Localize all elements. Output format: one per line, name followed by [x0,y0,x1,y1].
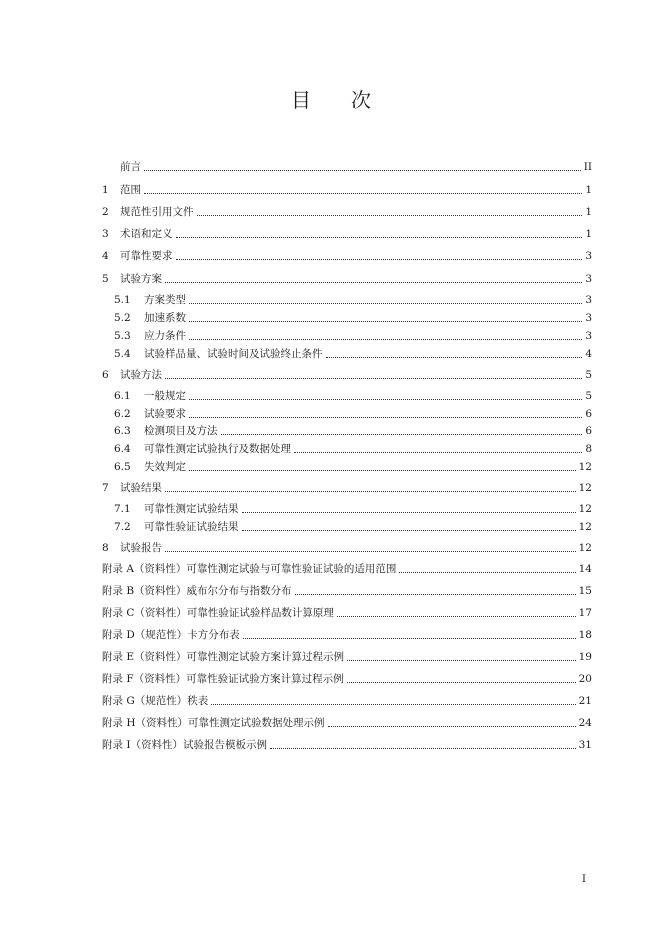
toc-entry-label: 一般规定 [144,390,186,402]
toc-dot-leader [189,303,582,304]
toc-entry-label: 试验样品量、试验时间及试验终止条件 [144,348,323,360]
toc-dot-leader [399,572,575,573]
toc-entry-page: 12 [578,482,592,494]
toc-dot-leader [189,417,582,418]
toc-entry-page: II [583,161,592,173]
toc-entry[interactable] [102,366,592,382]
toc-entry-page: 24 [578,717,592,729]
toc-entry-label: 附录 B（资料性）威布尔分布与指数分布 [102,585,292,597]
toc-dot-leader [294,452,582,453]
toc-entry[interactable] [102,270,592,286]
toc-entry-number: 6.5 [114,461,131,473]
toc-entry-number: 5.2 [114,312,131,324]
toc-entry[interactable] [114,422,592,438]
toc-entry[interactable] [102,181,592,197]
toc-entry-number: 6.1 [114,390,131,402]
title-char-1: 目 [291,88,311,112]
toc-entry-page: 1 [585,206,592,218]
toc-dot-leader [328,726,576,727]
toc-entry-label: 试验报告 [120,542,162,554]
toc-entry-label: 附录 G（规范性）秩表 [102,695,209,707]
toc-dot-leader [189,470,576,471]
toc-dot-leader [295,594,576,595]
toc-entry-label: 术语和定义 [120,228,173,240]
toc-dot-leader [165,282,582,283]
toc-dot-leader [176,237,583,238]
toc-entry-label: 范围 [120,184,141,196]
toc-entry-page: 3 [585,330,592,342]
toc-entry-number: 5 [102,273,109,285]
toc-entry-page: 8 [585,443,592,455]
toc-entry-label: 方案类型 [144,294,186,306]
toc-entry-number: 6.4 [114,443,131,455]
toc-entry[interactable] [114,440,592,456]
toc-entry-label: 前言 [120,161,141,173]
toc-entry-number: 2 [102,206,109,218]
toc-entry-number: 6.3 [114,425,131,437]
toc-entry-number: 5.4 [114,348,131,360]
toc-entry-label: 检测项目及方法 [144,425,218,437]
toc-entry-number: 6.2 [114,408,131,420]
toc-entry-label: 附录 E（资料性）可靠性测定试验方案计算过程示例 [102,651,345,663]
toc-entry-page: 3 [585,312,592,324]
toc-entry-label: 失效判定 [144,461,186,473]
toc-entry-page: 18 [578,629,592,641]
toc-entry-label: 附录 I（资料性）试验报告模板示例 [102,739,267,751]
toc-entry-page: 14 [578,563,592,575]
toc-entry-page: 4 [585,348,592,360]
toc-entry-label: 可靠性要求 [120,250,173,262]
toc-dot-leader [144,193,582,194]
toc-dot-leader [189,339,582,340]
toc-entry[interactable] [102,670,592,686]
toc-dot-leader [347,682,576,683]
toc-entry[interactable] [102,604,592,620]
toc-entry[interactable] [114,327,592,343]
toc-entry-page: 21 [578,695,592,707]
toc-entry-page: 6 [585,408,592,420]
toc-entry-number: 5.1 [114,294,131,306]
toc-dot-leader [211,704,575,705]
toc-entry[interactable] [114,291,592,307]
toc-entry[interactable] [102,203,592,219]
toc-entry-label: 应力条件 [144,330,186,342]
toc-entry[interactable] [102,692,592,708]
toc-entry[interactable] [102,626,592,642]
toc-entry-number: 5.3 [114,330,131,342]
toc-dot-leader [242,512,576,513]
toc-dot-leader [144,170,581,171]
toc-entry[interactable] [102,736,592,752]
toc-entry[interactable] [114,518,592,534]
toc-entry[interactable] [102,648,592,664]
toc-entry[interactable] [102,225,592,241]
toc-entry-page: 3 [585,273,592,285]
toc-dot-leader [326,357,583,358]
toc-entry-page: 19 [578,651,592,663]
toc-entry-page: 3 [585,250,592,262]
toc-entry-number: 1 [102,184,109,196]
toc-entry[interactable] [102,560,592,576]
toc-entry[interactable] [114,458,592,474]
toc-entry[interactable] [114,387,592,403]
toc-entry-label: 附录 D（规范性）卡方分布表 [102,629,240,641]
toc-entry-label: 附录 A（资料性）可靠性测定试验与可靠性验证试验的适用范围 [102,563,397,575]
toc-dot-leader [242,530,576,531]
toc-entry[interactable] [102,158,592,174]
toc-entry-label: 可靠性测定试验结果 [144,503,239,515]
toc-entry-label: 附录 F（资料性）可靠性验证试验方案计算过程示例 [102,673,344,685]
toc-dot-leader [189,399,582,400]
toc-entry-page: 3 [585,294,592,306]
toc-entry-label: 加速系数 [144,312,186,324]
footer-page-number: I [582,874,586,885]
toc-entry-number: 3 [102,228,109,240]
toc-entry-page: 31 [578,739,592,751]
toc-entry-number: 7 [102,482,109,494]
toc-entry-page: 12 [578,503,592,515]
toc-entry-number: 7.2 [114,521,131,533]
toc-entry-label: 试验结果 [120,482,162,494]
toc-entry-page: 5 [585,390,592,402]
toc-entry-number: 7.1 [114,503,131,515]
toc-dot-leader [165,551,576,552]
toc-entry-label: 规范性引用文件 [120,206,194,218]
toc-entry[interactable] [102,714,592,730]
toc-entry[interactable] [114,345,592,361]
toc-entry-page: 12 [578,521,592,533]
toc-entry-number: 8 [102,542,109,554]
toc-entry-page: 1 [585,228,592,240]
toc-dot-leader [243,638,576,639]
toc-entry-label: 试验方法 [120,369,162,381]
toc-dot-leader [165,378,582,379]
toc-entry-label: 可靠性验证试验结果 [144,521,239,533]
toc-dot-leader [189,321,582,322]
toc-entry-number: 4 [102,250,109,262]
toc-entry[interactable] [102,582,592,598]
toc-entry-page: 15 [578,585,592,597]
toc-entry-label: 试验要求 [144,408,186,420]
toc-dot-leader [221,434,583,435]
toc-entry[interactable] [102,539,592,555]
toc-entry-page: 12 [578,461,592,473]
toc-entry[interactable] [114,309,592,325]
toc-entry[interactable] [114,405,592,421]
toc-dot-leader [270,748,576,749]
toc-entry-number: 6 [102,369,109,381]
toc-entry[interactable] [114,500,592,516]
toc-entry-label: 附录 H（资料性）可靠性测定试验数据处理示例 [102,717,325,729]
toc-entry-label: 附录 C（资料性）可靠性验证试验样品数计算原理 [102,607,334,619]
toc-dot-leader [347,660,576,661]
toc-entry-page: 17 [578,607,592,619]
title-char-2: 次 [351,88,371,112]
toc-entry-label: 可靠性测定试验执行及数据处理 [144,443,291,455]
toc-dot-leader [176,259,583,260]
toc-entry-page: 1 [585,184,592,196]
toc-entry-label: 试验方案 [120,273,162,285]
page-title [0,84,662,113]
toc-dot-leader [165,491,576,492]
toc-entry-page: 12 [578,542,592,554]
toc-dot-leader [337,616,576,617]
toc-entry[interactable] [102,247,592,263]
toc-entry-page: 20 [578,673,592,685]
toc-dot-leader [197,215,583,216]
toc-entry[interactable] [102,479,592,495]
toc-entry-page: 6 [585,425,592,437]
toc-entry-page: 5 [585,369,592,381]
